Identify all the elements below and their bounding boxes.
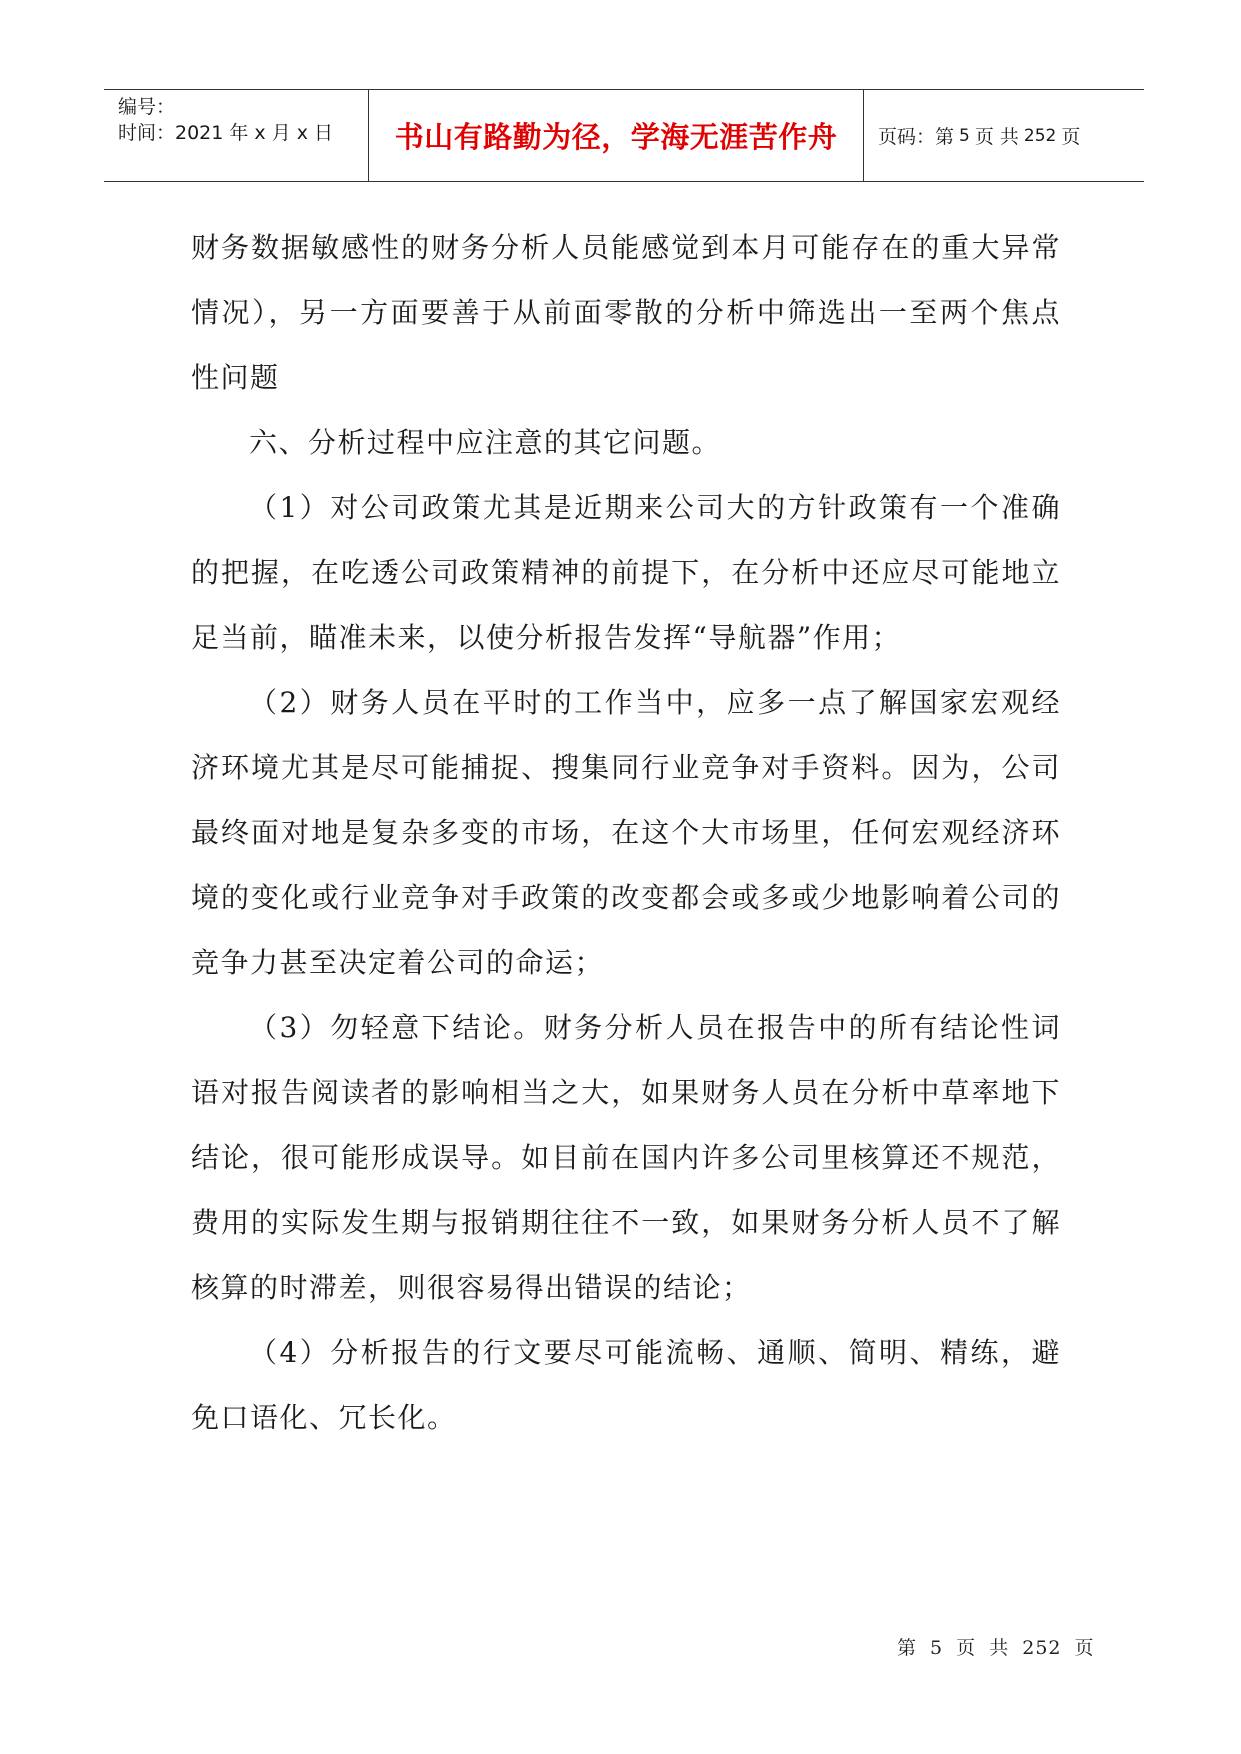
section-heading: 六、分析过程中应注意的其它问题。 — [249, 426, 722, 459]
page-header — [104, 89, 1144, 182]
page-current: 5 — [959, 125, 970, 146]
paragraph: （2）财务人员在平时的工作当中，应多一点了解国家宏观经济环境尤其是尽可能捕捉、搜集同行业竞争对手资料。因为，公司最终面对地是复杂多变的市场，在这个大市场里，任何宏观经济环境的变化或行业竞争对手政策的改变都会或多或少地影响着公司的竞争力甚至决定着公司的命运； — [191, 686, 1061, 979]
header-meta — [104, 90, 369, 181]
paragraph: （4）分析报告的行文要尽可能流畅、通顺、简明、精练，避免口语化、冗长化。 — [191, 1336, 1061, 1434]
page-total: 252 — [1023, 125, 1057, 146]
paragraph: 财务数据敏感性的财务分析人员能感觉到本月可能存在的重大异常情况），另一方面要善于从前面零散的分析中筛选出一至两个焦点性问题 — [191, 231, 1061, 394]
header-motto: 书山有路勤为径，学海无涯苦作舟 — [369, 90, 864, 181]
document-body — [191, 215, 1061, 1450]
page-suffix: 页 — [1061, 126, 1081, 148]
page-footer: 第 5 页 共 252 页 — [897, 1637, 1095, 1659]
page-prefix: 页码：第 — [878, 126, 955, 148]
serial-number-label: 编号： — [118, 96, 176, 118]
paragraph: （3）勿轻意下结论。财务分析人员在报告中的所有结论性词语对报告阅读者的影响相当之大，如果财务人员在分析中草率地下结论，很可能形成误导。如目前在国内许多公司里核算还不规范，费用的实际发生期与报销期往往不一致，如果财务分析人员不了解核算的时滞差，则很容易得出错误的结论； — [191, 1011, 1061, 1304]
header-page-number — [864, 90, 1144, 181]
time-label: 时间：2021 年 x 月 x 日 — [118, 122, 334, 144]
page-mid: 页 共 — [974, 126, 1019, 148]
paragraph: （1）对公司政策尤其是近期来公司大的方针政策有一个准确的把握，在吃透公司政策精神的前提下，在分析中还应尽可能地立足当前，瞄准未来，以使分析报告发挥“导航器”作用； — [191, 491, 1061, 654]
